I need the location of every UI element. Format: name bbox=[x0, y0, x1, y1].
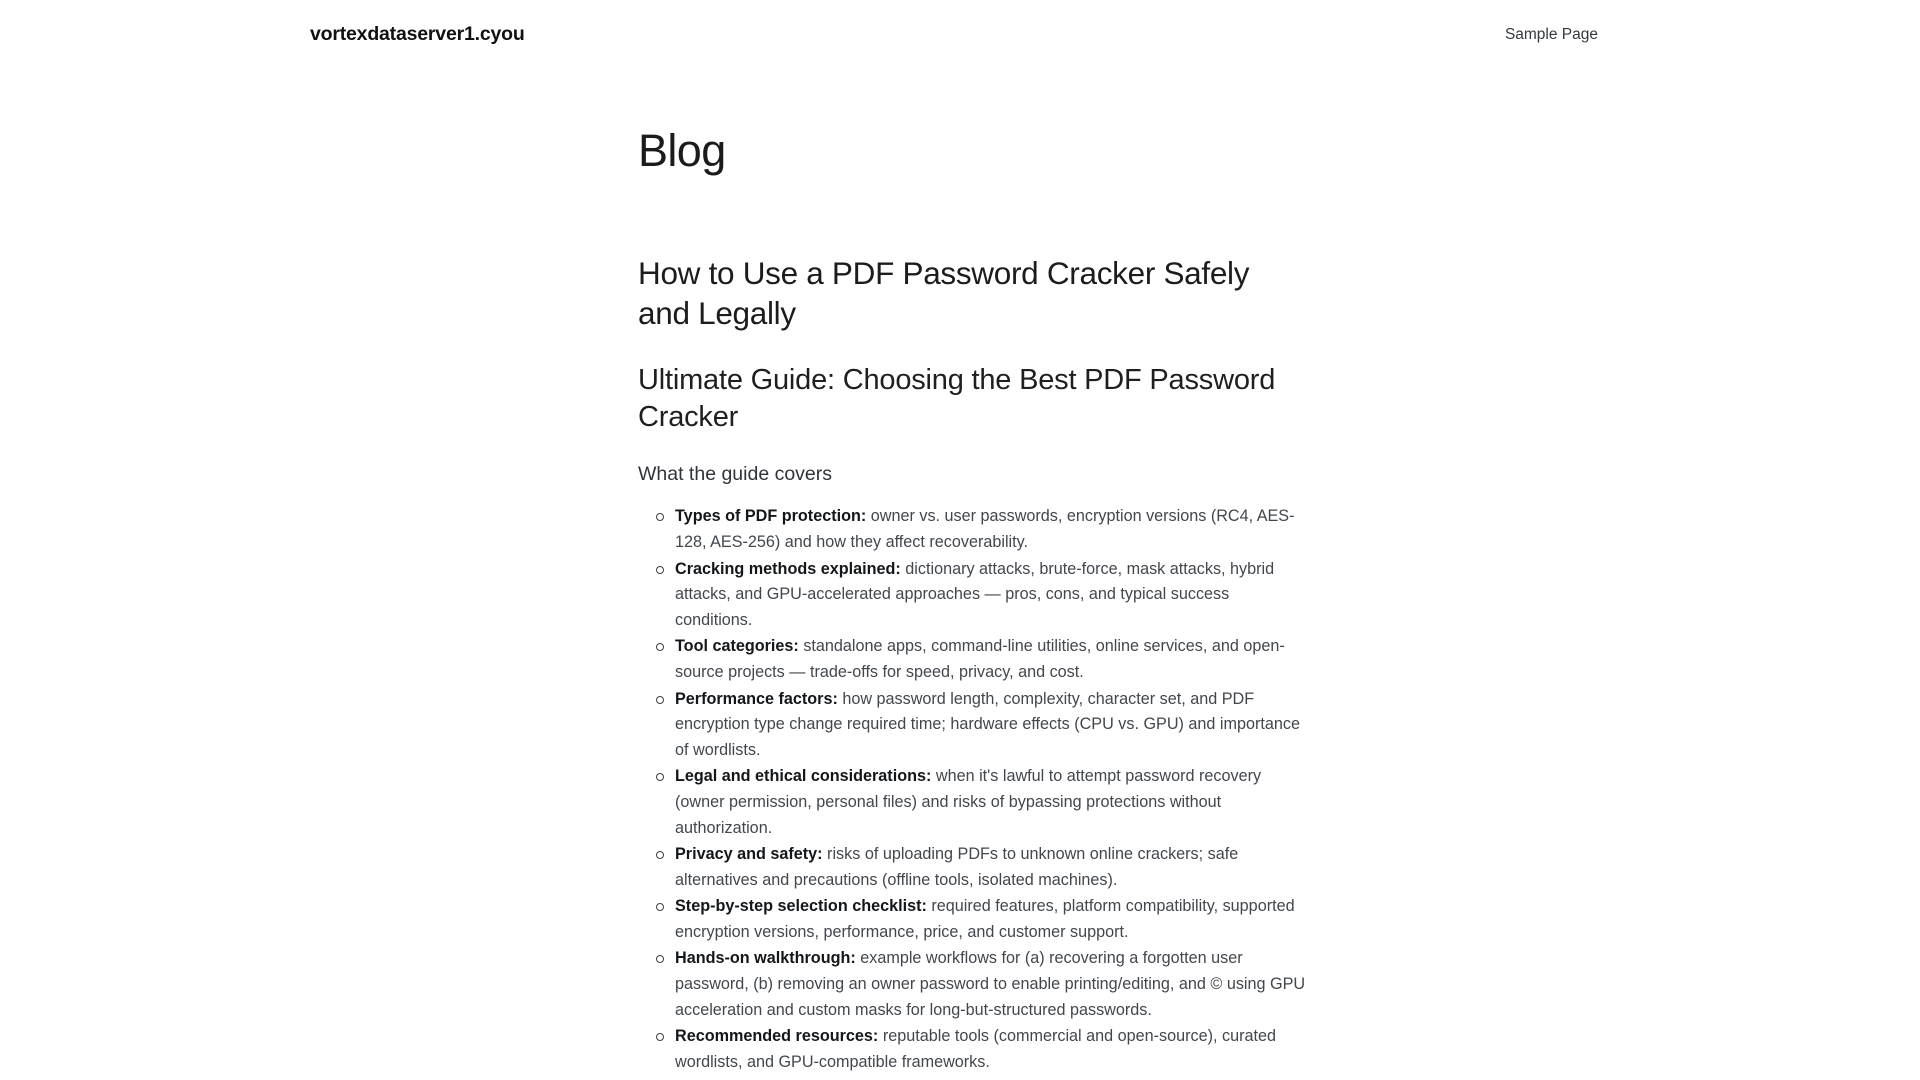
list-item-term: Cracking methods explained: bbox=[675, 559, 901, 578]
list-item bbox=[638, 894, 1308, 945]
list-item-text: owner vs. user passwords, encryption versions (RC4, AES-128, AES-256) and how they affect recoverability. bbox=[675, 507, 1295, 551]
list-item-text: risks of uploading PDFs to unknown online crackers; safe alternatives and precautions (offline tools, isolated machines). bbox=[675, 845, 1239, 889]
post-section-heading: What the guide covers bbox=[638, 463, 833, 486]
list-item bbox=[638, 687, 1308, 764]
list-item bbox=[638, 1024, 1308, 1075]
list-item-text: how password length, complexity, character set, and PDF encryption type change required time; hardware effects (CPU vs. GPU) and importance of wordlists. bbox=[675, 689, 1301, 759]
list-item bbox=[638, 946, 1308, 1023]
list-item-term: Tool categories: bbox=[675, 637, 799, 656]
list-item bbox=[638, 504, 1308, 555]
list-item-term: Recommended resources: bbox=[675, 1027, 879, 1046]
guide-coverage-list bbox=[638, 504, 1308, 1075]
list-item-term: Hands-on walkthrough: bbox=[675, 949, 856, 968]
list-item-term: Performance factors: bbox=[675, 689, 838, 708]
site-header bbox=[0, 0, 1920, 47]
list-item-text: when it's lawful to attempt password recovery (owner permission, personal files) and risks of bypassing protections without authorization. bbox=[675, 767, 1262, 837]
site-title[interactable]: vortexdataserver1.cyou bbox=[310, 23, 525, 45]
primary-navigation bbox=[1505, 22, 1598, 46]
list-item-text: standalone apps, command-line utilities, online services, and open-source projects — trade-offs for speed, privacy, and cost. bbox=[675, 637, 1285, 681]
nav-link-sample-page[interactable]: Sample Page bbox=[1504, 26, 1598, 43]
list-item-text: reputable tools (commercial and open-source), curated wordlists, and GPU-compatible frameworks. bbox=[675, 1027, 1277, 1071]
list-item-term: Step-by-step selection checklist: bbox=[675, 897, 927, 916]
list-item-term: Legal and ethical considerations: bbox=[675, 767, 932, 786]
content-column bbox=[638, 125, 1308, 1075]
main-content bbox=[0, 125, 1920, 1075]
header-inner bbox=[270, 22, 1650, 47]
list-item bbox=[638, 634, 1308, 685]
list-item-text: example workflows for (a) recovering a forgotten user password, (b) removing an owner password to enable printing/editing, and © using GPU acceleration and custom masks for long-but-structured passwords. bbox=[675, 949, 1306, 1019]
list-item-term: Types of PDF protection: bbox=[675, 507, 867, 526]
post-subtitle: Ultimate Guide: Choosing the Best PDF Password Cracker bbox=[638, 363, 1276, 434]
list-item bbox=[638, 842, 1308, 893]
list-item bbox=[638, 764, 1308, 841]
list-item bbox=[638, 557, 1308, 634]
post-title: How to Use a PDF Password Cracker Safely and Legally bbox=[638, 255, 1250, 332]
blog-post bbox=[638, 253, 1308, 1075]
list-item-text: dictionary attacks, brute-force, mask attacks, hybrid attacks, and GPU-accelerated approaches — pros, cons, and typical success conditions. bbox=[675, 559, 1275, 629]
list-item-text: required features, platform compatibility, supported encryption versions, performance, price, and customer support. bbox=[675, 897, 1295, 941]
page-title: Blog bbox=[638, 125, 726, 177]
list-item-term: Privacy and safety: bbox=[675, 845, 823, 864]
